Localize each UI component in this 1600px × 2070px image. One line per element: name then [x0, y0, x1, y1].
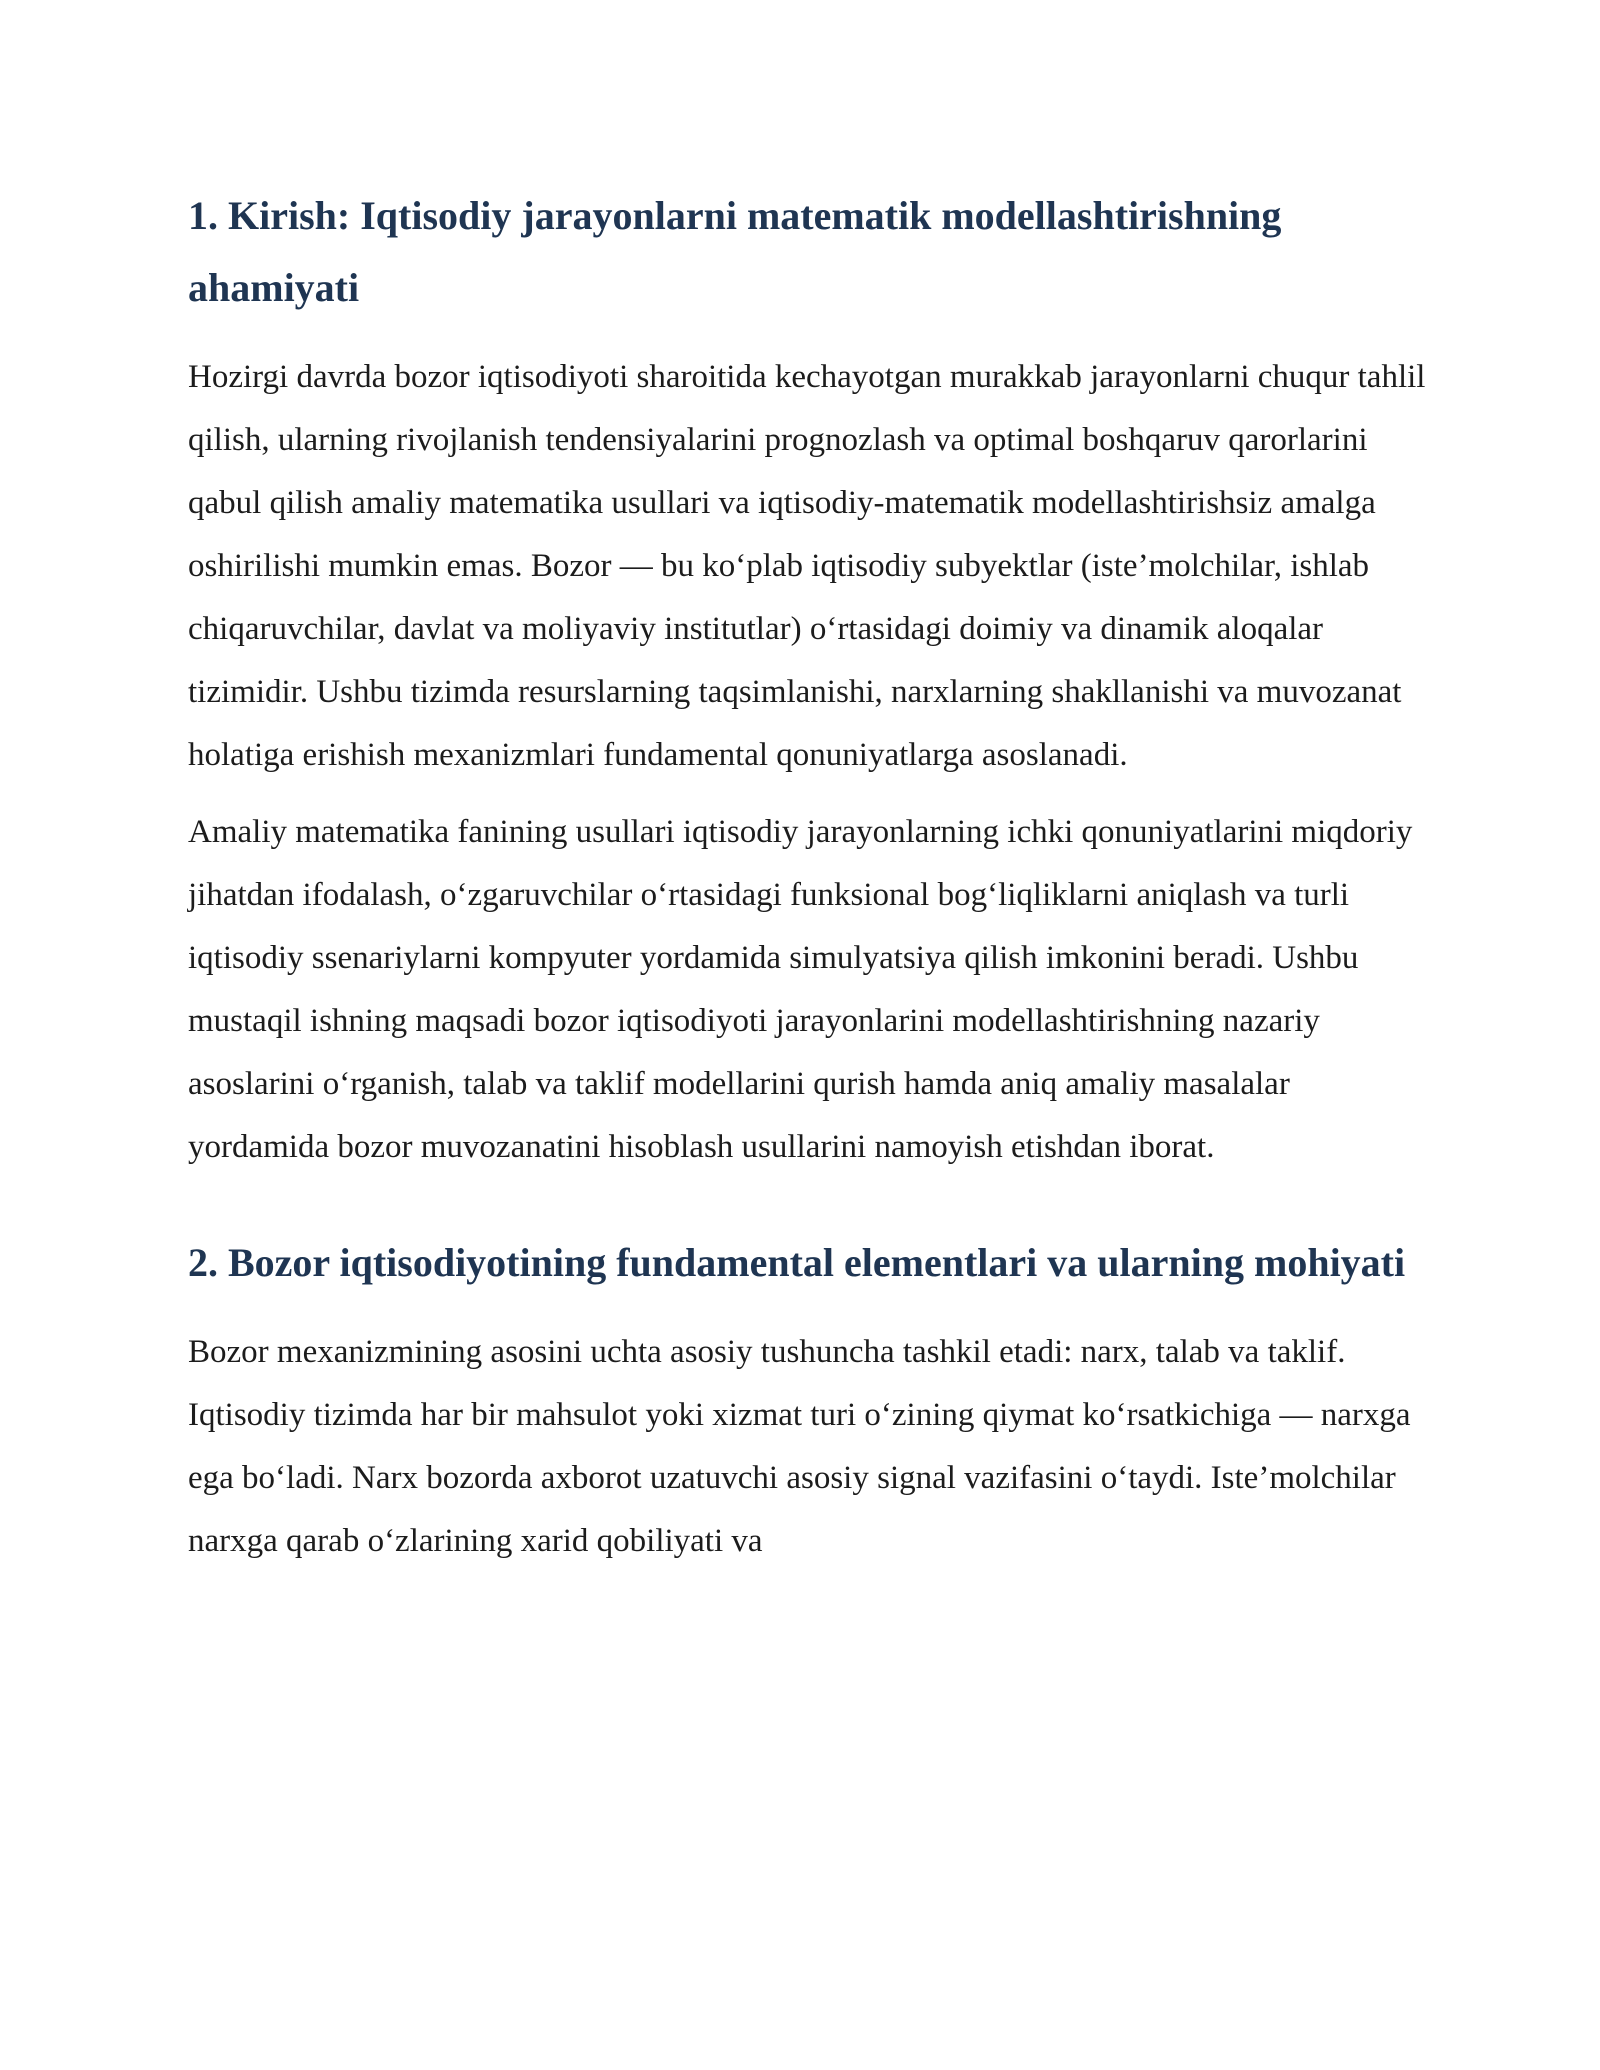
body-paragraph: Hozirgi davrda bozor iqtisodiyoti sharoitida kechayotgan murakkab jarayonlarni chuqur tahlil qilish, ularning rivojlanish tendensiyalarini prognozlash va optimal boshqaruv qarorlarini qabul qilish amaliy matematika usullari va iqtisodiy-matematik modellashtirishsiz amalga oshirilishi mumkin emas. Bozor — bu ko‘plab iqtisodiy subyektlar (iste’molchilar, ishlab chiqaruvchilar, davlat va moliyaviy institutlar) o‘rtasidagi doimiy va dinamik aloqalar tizimidir. Ushbu tizimda resurslarning taqsimlanishi, narxlarning shakllanishi va muvozanat holatiga erishish mexanizmlari fundamental qonuniyatlarga asoslanadi.	[188, 359, 1426, 773]
section-heading: 1. Kirish: Iqtisodiy jarayonlarni matematik modellashtirishning ahamiyati	[188, 193, 1282, 310]
body-paragraph: Amaliy matematika fanining usullari iqtisodiy jarayonlarning ichki qonuniyatlarini miqdoriy jihatdan ifodalash, o‘zgaruvchilar o‘rtasidagi funksional bog‘liqliklarni aniqlash va turli iqtisodiy ssenariylarni kompyuter yordamida simulyatsiya qilish imkonini beradi. Ushbu mustaqil ishning maqsadi bozor iqtisodiyoti jarayonlarini modellashtirishning nazariy asoslarini o‘rganish, talab va taklif modellarini qurish hamda aniq amaliy masalalar yordamida bozor muvozanatini hisoblash usullarini namoyish etishdan iborat.	[188, 814, 1413, 1165]
body-paragraph: Bozor mexanizmining asosini uchta asosiy tushuncha tashkil etadi: narx, talab va taklif. Iqtisodiy tizimda har bir mahsulot yoki xizmat turi o‘zining qiymat ko‘rsatkichiga — narxga ega bo‘ladi. Narx bozorda axborot uzatuvchi asosiy signal vazifasini o‘taydi. Iste’molchilar narxga qarab o‘zlarining xarid qobiliyati va	[188, 1334, 1411, 1559]
section-introduction	[188, 180, 1428, 1179]
section-market-elements	[188, 1227, 1428, 1573]
section-heading: 2. Bozor iqtisodiyotining fundamental elementlari va ularning mohiyati	[188, 1240, 1406, 1285]
document-body	[188, 180, 1428, 1587]
